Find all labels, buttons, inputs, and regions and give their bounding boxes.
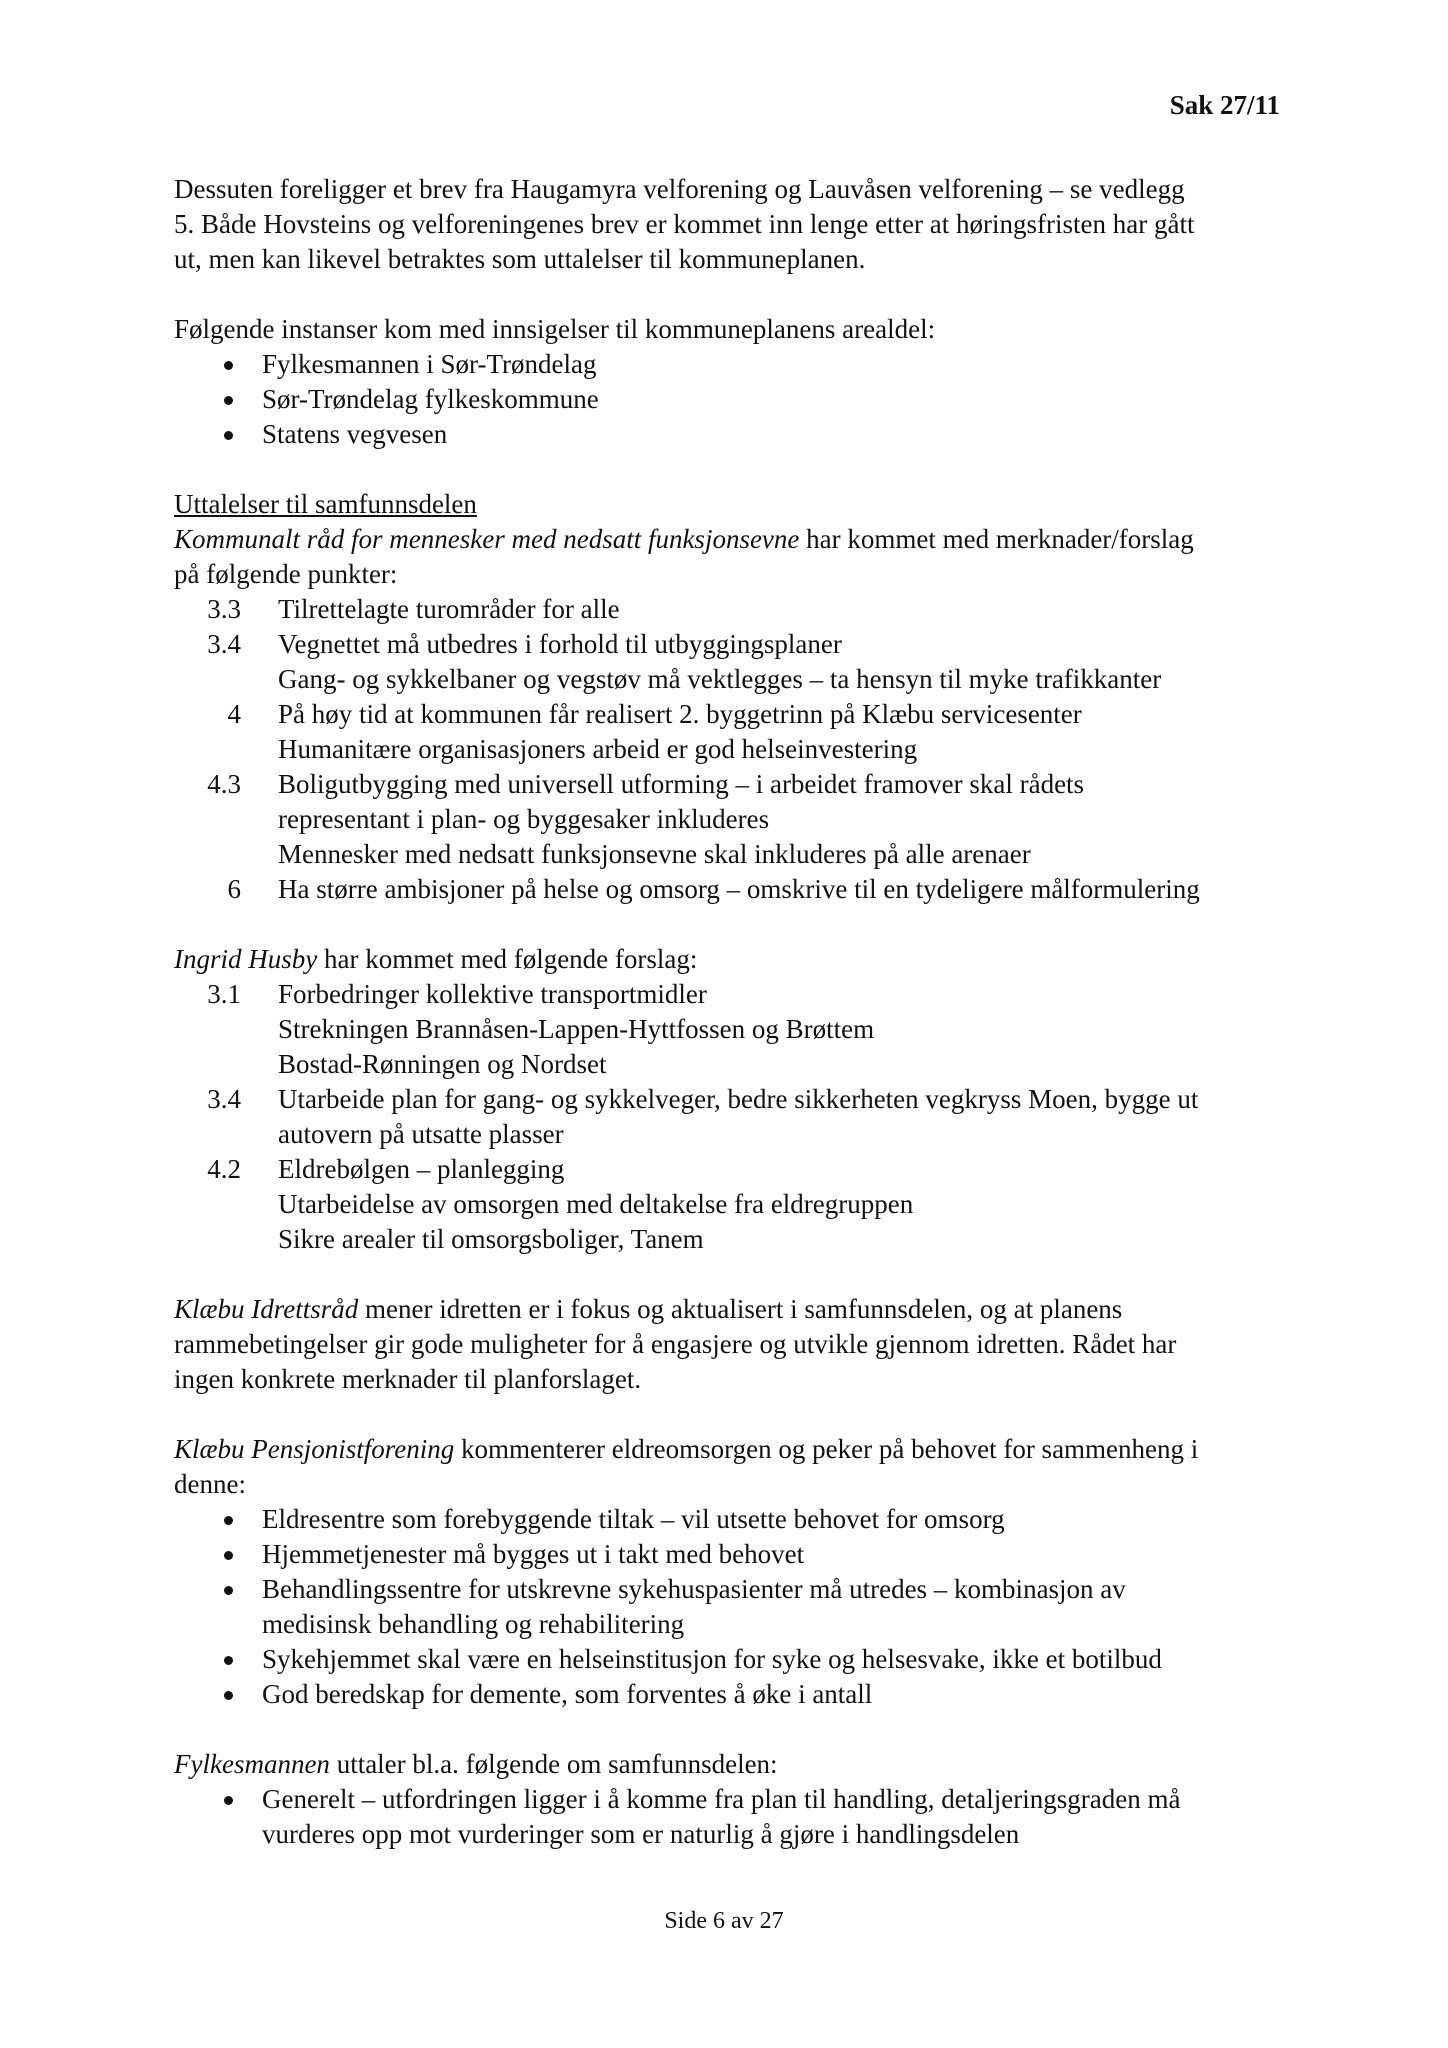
list-item: [174, 1537, 1294, 1572]
husby-points: [174, 977, 1294, 1257]
council-text: har kommet med merknader/forslag: [799, 524, 1194, 554]
list-item: Fylkesmannen i Sør-Trøndelag: [174, 347, 1294, 382]
point-number: 3.3: [207, 594, 241, 624]
point-line: representant i plan- og byggesaker inkluderes: [278, 804, 770, 834]
objections-section: [174, 312, 1294, 452]
numbered-point: [174, 872, 1294, 907]
point-line: Mennesker med nedsatt funksjonsevne skal inkluderes på alle arenaer: [278, 839, 1031, 869]
text-line: ut, men kan likevel betraktes som uttalelser til kommuneplanen.: [174, 244, 866, 274]
point-body: [278, 627, 1161, 697]
document-body: [174, 172, 1294, 1852]
point-line: Tilrettelagte turområder for alle: [278, 594, 620, 624]
pensjonist-text: kommenterer eldreomsorgen og peker på behovet for sammenheng i: [454, 1434, 1199, 1464]
text-line: 5. Både Hovsteins og velforeningenes brev er kommet inn lenge etter at høringsfristen har gått: [174, 209, 1195, 239]
list-item-line: God beredskap for demente, som forventes å øke i antall: [262, 1679, 873, 1709]
list-item-line: Eldresentre som forebyggende tiltak – vil utsette behovet for omsorg: [262, 1504, 1005, 1534]
list-item-line: vurderes opp mot vurderinger som er naturlig å gjøre i handlingsdelen: [262, 1819, 1020, 1849]
pensjonist-intro: [174, 1432, 1294, 1467]
list-item: Sør-Trøndelag fylkeskommune: [174, 382, 1294, 417]
objections-list: [174, 347, 1294, 452]
list-item: [174, 1677, 1294, 1712]
point-line: Eldrebølgen – planlegging: [278, 1154, 565, 1184]
fylkesmannen-list: [174, 1782, 1294, 1852]
point-line: Sikre arealer til omsorgsboliger, Tanem: [278, 1224, 704, 1254]
point-number: 3.1: [207, 979, 241, 1009]
list-item-line: Sykehjemmet skal være en helseinstitusjon for syke og helsesvake, ikke et botilbud: [262, 1644, 1162, 1674]
husby-name: Ingrid Husby: [174, 944, 318, 974]
list-item: [174, 1782, 1294, 1852]
numbered-point: [174, 627, 1294, 697]
numbered-point: [174, 1152, 1294, 1257]
idrett-text: mener idretten er i fokus og aktualisert i samfunnsdelen, og at planens: [358, 1294, 1123, 1324]
point-number: 4.2: [207, 1154, 241, 1184]
point-line: Boligutbygging med universell utforming – i arbeidet framover skal rådets: [278, 769, 1085, 799]
list-item-line: Behandlingssentre for utskrevne sykehuspasienter må utredes – kombinasjon av: [262, 1574, 1126, 1604]
list-item: [174, 1502, 1294, 1537]
point-body: [278, 977, 874, 1082]
point-line: Gang- og sykkelbaner og vegstøv må vektlegges – ta hensyn til myke trafikkanter: [278, 664, 1162, 694]
section-heading: Uttalelser til samfunnsdelen: [174, 489, 477, 519]
point-line: Ha større ambisjoner på helse og omsorg – omskrive til en tydeligere målformulering: [278, 874, 1200, 904]
point-line: autovern på utsatte plasser: [278, 1119, 564, 1149]
idrett-name: Klæbu Idrettsråd: [174, 1294, 359, 1324]
numbered-point: [174, 767, 1294, 872]
list-item: Statens vegvesen: [174, 417, 1294, 452]
point-body: [278, 697, 1082, 767]
point-line: Humanitære organisasjoners arbeid er god helseinvestering: [278, 734, 918, 764]
fylkesmannen-text: uttaler bl.a. følgende om samfunnsdelen:: [329, 1749, 778, 1779]
list-item: [174, 1642, 1294, 1677]
point-body: [278, 1082, 1198, 1152]
point-line: Utarbeidelse av omsorgen med deltakelse fra eldregruppen: [278, 1189, 914, 1219]
council-points: [174, 592, 1294, 907]
pensjonist-name: Klæbu Pensjonistforening: [174, 1434, 455, 1464]
point-body: [278, 592, 620, 627]
list-item-line: Generelt – utfordringen ligger i å komme fra plan til handling, detaljeringsgraden må: [262, 1784, 1181, 1814]
council-text-2: på følgende punkter:: [174, 559, 398, 589]
pensjonist-list: [174, 1502, 1294, 1712]
point-line: På høy tid at kommunen får realisert 2. byggetrinn på Klæbu servicesenter: [278, 699, 1082, 729]
point-number: 3.4: [207, 629, 241, 659]
case-number: Sak 27/11: [1169, 90, 1280, 120]
pensjonist-section: [174, 1432, 1294, 1712]
council-name: Kommunalt råd for mennesker med nedsatt funksjonsevne: [174, 524, 800, 554]
fylkesmannen-name: Fylkesmannen: [174, 1749, 330, 1779]
husby-section: [174, 942, 1294, 1257]
pensjonist-text-2: denne:: [174, 1469, 246, 1499]
list-item: [174, 1572, 1294, 1642]
point-body: [278, 872, 1200, 907]
numbered-point: [174, 1082, 1294, 1152]
list-item-line: medisinsk behandling og rehabilitering: [262, 1609, 685, 1639]
idrett-section: [174, 1292, 1294, 1397]
idrett-line: rammebetingelser gir gode muligheter for å engasjere og utvikle gjennom idretten. Rådet har: [174, 1329, 1177, 1359]
point-number: 6: [227, 874, 241, 904]
council-intro: [174, 522, 1294, 557]
point-body: [278, 1152, 913, 1257]
numbered-point: [174, 697, 1294, 767]
numbered-point: [174, 592, 1294, 627]
numbered-point: [174, 977, 1294, 1082]
point-number: 4.3: [207, 769, 241, 799]
intro-paragraph: [174, 172, 1294, 277]
idrett-line: [174, 1292, 1294, 1327]
page-footer: Side 6 av 27: [664, 1908, 784, 1934]
husby-text: har kommet med følgende forslag:: [317, 944, 698, 974]
point-line: Utarbeide plan for gang- og sykkelveger, bedre sikkerheten vegkryss Moen, bygge ut: [278, 1084, 1199, 1114]
list-item-line: Hjemmetjenester må bygges ut i takt med behovet: [262, 1539, 805, 1569]
point-line: Strekningen Brannåsen-Lappen-Hyttfossen og Brøttem: [278, 1014, 875, 1044]
idrett-line: ingen konkrete merknader til planforslaget.: [174, 1364, 642, 1394]
text-line: Dessuten foreligger et brev fra Haugamyra velforening og Lauvåsen velforening – se vedlegg: [174, 174, 1185, 204]
fylkesmannen-intro: [174, 1747, 1294, 1782]
husby-intro: [174, 942, 1294, 977]
point-body: [278, 767, 1084, 872]
point-line: Forbedringer kollektive transportmidler: [278, 979, 707, 1009]
point-line: Vegnettet må utbedres i forhold til utbyggingsplaner: [278, 629, 842, 659]
point-number: 4: [227, 699, 241, 729]
objections-lead: Følgende instanser kom med innsigelser til kommuneplanens arealdel:: [174, 314, 936, 344]
council-section: [174, 522, 1294, 907]
point-line: Bostad-Rønningen og Nordset: [278, 1049, 607, 1079]
point-number: 3.4: [207, 1084, 241, 1114]
fylkesmannen-section: [174, 1747, 1294, 1852]
